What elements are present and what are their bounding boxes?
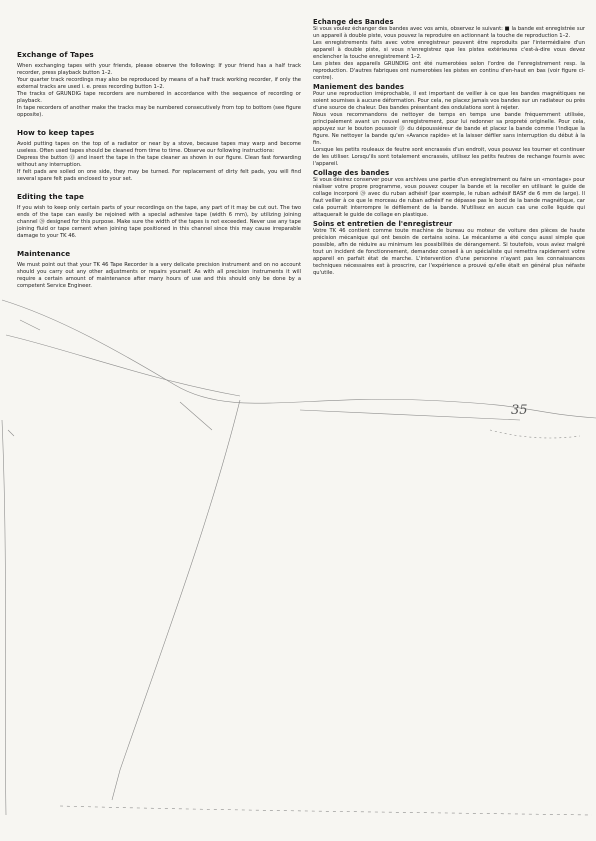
paragraph: If felt pads are soiled on one side, they may be turned. For replacement of dirty felt pads, you will find several spare felt pads enclosed to your set.	[17, 169, 301, 182]
paragraph: Nous vous recommandons de nettoyer de temps en temps une bande fréquemment utilisée, principalement avant un nouvel enregistrement, pour lui redonner sa propreté originelle. Pour cela, appuyez sur le bouton poussoir ⑬ du dépoussiéreur de bande et placez la bande comme l'indique la figure. Ne nettoyer la bande qu'en «Avance rapide» et la laisser défiler sans interruption du début à la fin.	[313, 112, 585, 146]
paragraph: When exchanging tapes with your friends, please observe the following: If your friend has a half track recorder, press playback button 1–2.	[17, 63, 301, 76]
section-heading: Editing the tape	[17, 192, 85, 201]
paragraph: Depress the button ⑬ and insert the tape in the tape cleaner as shown in our figure. Clean fast forwarding without any interruption.	[17, 155, 301, 168]
section-heading: Echange des Bandes	[313, 18, 394, 26]
section-collage-des-bandes	[313, 169, 585, 219]
section-soins-et-entretien	[313, 220, 585, 277]
paragraph: Si vous voulez échanger des bandes avec vos amis, observez le suivant: ■ la bande est enregistrée sur un appareil à double piste, vous pouvez la reproduire en actionnant la touche de reproduction 1–2.	[313, 26, 585, 39]
paragraph: Avoid putting tapes on the top of a radiator or near by a stove, because tapes may warp and become useless. Often used tapes should be cleaned from time to time. Observe our following instructions:	[17, 141, 301, 154]
section-how-to-keep-tapes	[17, 128, 301, 183]
paragraph: If you wish to keep only certain parts of your recordings on the tape, any part of it may be cut out. The two ends of the tape can easily be rejoined with a special adhesive tape (width 6 mm), by utilizing joining channel ⑳ designed for this purpose. Make sure the width of the tapes is not exceeded. Never use any tape joining fluid or tape cement when joining tape positioned in this channel since this may cause irreparable damage to your TK 46.	[17, 205, 301, 239]
paragraph: Your quarter track recordings may also be reproduced by means of a half track working recorder, if only the external tracks are used i. e. press recording button 1–2.	[17, 77, 301, 90]
paragraph: Lorsque les petits rouleaux de feutre sont encrassés d'un endroit, vous pouvez les tourner et continuer de les utiliser. Lorsqu'ils sont totalement encrassés, utilisez les petits feutres de rechange fournis avec l'appareil.	[313, 147, 585, 167]
paragraph: Votre TK 46 contient comme toute machine de bureau ou moteur de voiture des pièces de haute précision mécanique qui ont besoin de certains soins. Le mécanisme a été conçu aussi simple que possible, afin de réduire au minimum les possibilités de dérangement. Si toutefois, vous aviez malgré tout un incident de fonctionnement, demandez conseil à un spécialiste qui remettra rapidement votre appareil en parfait état de marche. L'intervention d'une personne n'ayant pas les connaissances techniques nécessaires est à proscrire, car l'expérience a prouvé qu'elle était en général plus néfaste qu'utile.	[313, 228, 585, 276]
english-column	[17, 50, 301, 299]
paragraph: In tape recorders of another make the tracks may be numbered consecutively from top to bottom (see figure opposite).	[17, 105, 301, 118]
paragraph: Les pistes des appareils GRUNDIG ont été numerotées selon l'ordre de l'enregistrement resp. la reproduction. D'autres fabriques ont numerotées les pistes en continu d'en-haut en bas (voir figure ci-contre).	[313, 61, 585, 81]
section-echange-des-bandes	[313, 18, 585, 82]
section-heading: Maintenance	[17, 249, 71, 258]
paragraph: Les enregistrements faits avec votre enregistreur peuvent être reproduits par l'intermédiaire d'un appareil à double piste, si vous n'enregistrez que les pistes extérieures c'est-à-dire vous devez enclencher la touche enregistrement 1–2.	[313, 40, 585, 60]
section-heading: How to keep tapes	[17, 128, 95, 137]
paragraph: Pour une reproduction irréprochable, il est important de veiller à ce que les bandes magnétiques ne soient soumises à aucune déformation. Pour cela, ne placez jamais vos bandes sur un radiateur ou près d'une source de chaleur. Des bandes présentant des ondulations sont à rejeter.	[313, 91, 585, 111]
section-heading: Soins et entretien de l'enregistreur	[313, 220, 453, 228]
paragraph: The tracks of GRUNDIG tape recorders are numbered in accordance with the sequence of recording or playback.	[17, 91, 301, 104]
french-column	[313, 18, 585, 278]
section-heading: Maniement des bandes	[313, 83, 404, 91]
section-heading: Collage des bandes	[313, 169, 390, 177]
section-maintenance	[17, 249, 301, 290]
paragraph: We must point out that your TK 46 Tape Recorder is a very delicate precision instrument and on no account should you carry out any other adjustments or repairs yourself. As with all precision instruments it will require a certain amount of maintenance after many hours of use and this should only be done by a competent Service Engineer.	[17, 262, 301, 289]
paragraph: Si vous désirez conserver pour vos archives une partie d'un enregistrement ou faire un «montage» pour réaliser votre propre programme, vous pouvez couper la bande et la recoller en utilisant le guide de collage incorporé ⑳ avec du ruban adhésif (par exemple, le ruban adhésif BASF de 6 mm de large). Il faut veiller à ce que le morceau de ruban adhésif ne dépasse pas le bord de la bande magnétique, car cela pourrait interrompre le défilement de la bande. N'utilisez en aucun cas une colle liquide qui attaquerait le guide de collage en plastique.	[313, 177, 585, 218]
section-exchange-of-tapes	[17, 50, 301, 119]
page-number: 35	[511, 403, 528, 418]
section-maniement-des-bandes	[313, 83, 585, 168]
section-heading: Exchange of Tapes	[17, 50, 94, 59]
section-editing-the-tape	[17, 192, 301, 240]
